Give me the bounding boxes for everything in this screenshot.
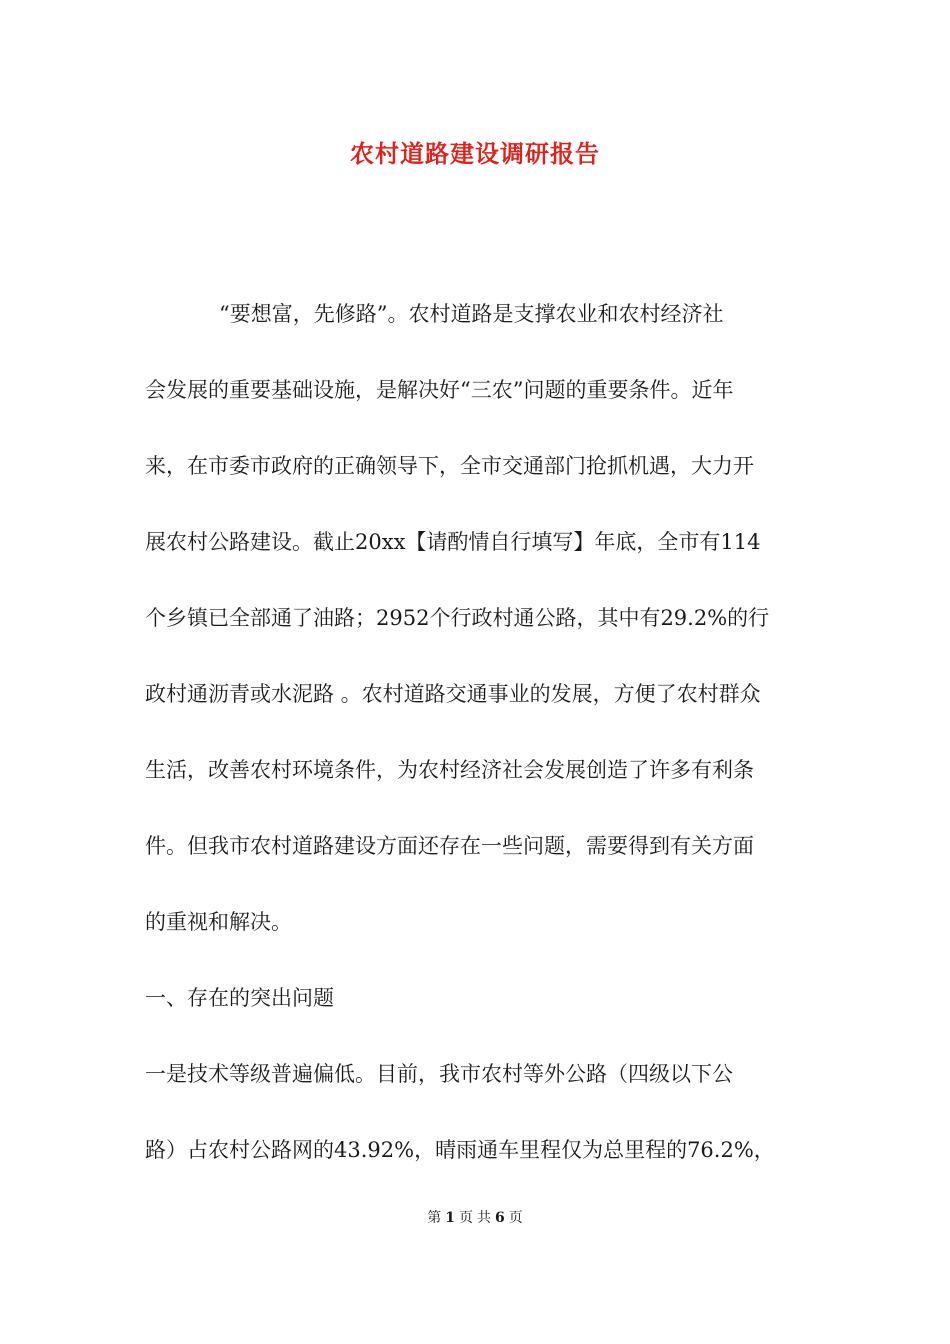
footer-page-word: 页 (459, 1210, 473, 1226)
paragraph-line: 路）占农村公路网的43.92%，晴雨通车里程仅为总里程的76.2%， (145, 1138, 775, 1162)
paragraph-line: 来，在市委市政府的正确领导下，全市交通部门抢抓机遇，大力开 (145, 454, 754, 478)
paragraph-line: 一是技术等级普遍偏低。目前，我市农村等外公路（四级以下公 (145, 1062, 733, 1086)
paragraph-line: 个乡镇已全部通了油路；2952个行政村通公路，其中有29.2%的行 (145, 606, 770, 630)
section-heading: 一、存在的突出问题 (145, 986, 334, 1010)
paragraph-line: 的重视和解决。 (145, 910, 292, 934)
page-footer (0, 1208, 950, 1228)
paragraph-line: 政村通沥青或水泥路 。农村道路交通事业的发展，方便了农村群众 (145, 682, 761, 706)
paragraph-line: 会发展的重要基础设施，是解决好“三农”问题的重要条件。近年 (145, 378, 734, 402)
paragraph-line: 生活，改善农村环境条件，为农村经济社会发展创造了许多有利条 (145, 758, 754, 782)
paragraph-line: 件。但我市农村道路建设方面还存在一些问题，需要得到有关方面 (145, 834, 754, 858)
document-body (145, 276, 805, 1188)
footer-suffix: 页 (508, 1210, 523, 1226)
footer-current-page: 1 (445, 1210, 455, 1226)
document-title: 农村道路建设调研报告 (350, 139, 600, 168)
paragraph-line: “要想富，先修路”。农村道路是支撑农业和农村经济社 (219, 302, 724, 326)
footer-total-prefix: 共 (477, 1210, 491, 1226)
paragraph-line: 展农村公路建设。截止20xx【请酌情自行填写】年底，全市有114 (145, 530, 761, 554)
footer-total-pages: 6 (495, 1210, 505, 1226)
footer-prefix: 第 (427, 1210, 442, 1226)
